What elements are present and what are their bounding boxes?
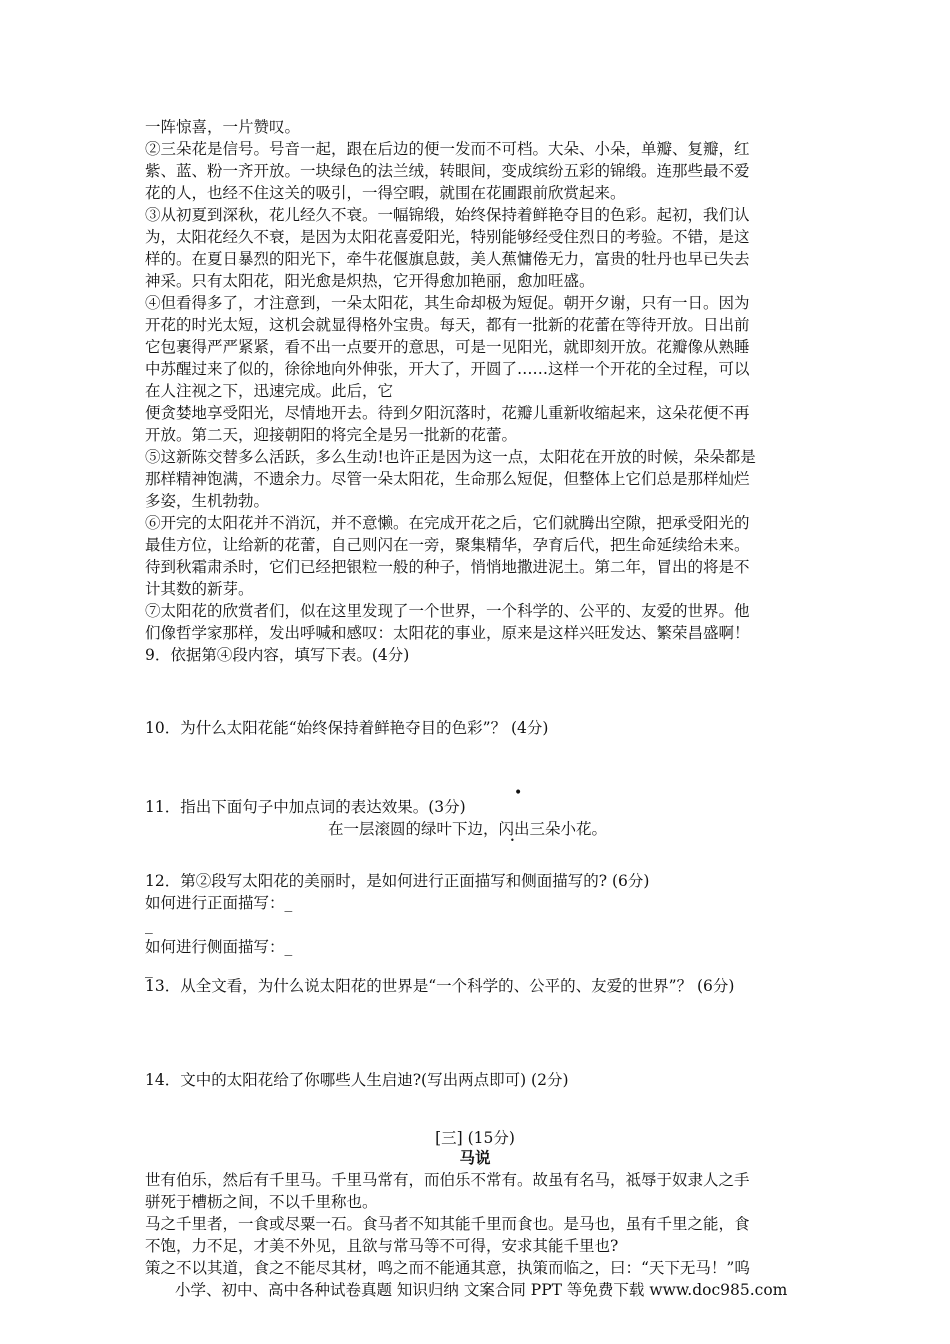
section-3-title: 马说 (459, 1148, 491, 1167)
answer-blank: _ (145, 960, 153, 978)
classical-text-line: 策之不以其道，食之不能尽其材，鸣之而不能通其意，执策而临之，曰：“天下无马！”呜 (145, 1259, 750, 1277)
question-11: 11．指出下面句子中加点词的表达效果。(3分) (145, 798, 466, 816)
answer-blank: _ (145, 916, 153, 934)
question-12: 12．第②段写太阳花的美丽时，是如何进行正面描写和侧面描写的? (6分) (145, 872, 650, 890)
passage-line: 们像哲学家那样，发出呼喊和感叹：太阳花的事业，原来是这样兴旺发达、繁荣昌盛啊！ (145, 624, 750, 642)
passage-line: 便贪婪地享受阳光，尽情地开去。待到夕阳沉落时，花瓣儿重新收缩起来，这朵花便不再 (145, 404, 750, 422)
question-10: 10．为什么太阳花能“始终保持着鲜艳夺目的色彩”？ (4分) (145, 719, 549, 737)
passage-line: ⑥开完的太阳花并不消沉，并不意懒。在完成开花之后，它们就腾出空隙，把承受阳光的 (145, 514, 750, 532)
passage-line: 开放。第二天，迎接朝阳的将完全是另一批新的花蕾。 (145, 426, 518, 444)
question-12-front-prompt: 如何进行正面描写：_ (145, 894, 293, 912)
question-14: 14．文中的太阳花给了你哪些人生启迪?(写出两点即可) (2分) (145, 1071, 569, 1089)
emphasis-dot-icon: • (514, 785, 523, 801)
passage-line: ②三朵花是信号。号音一起，跟在后边的便一发而不可档。大朵、小朵，单瓣、复瓣，红 (145, 140, 750, 158)
passage-line: 开花的时光太短，这机会就显得格外宝贵。每天，都有一批新的花蕾在等待开放。日出前 (145, 316, 750, 334)
passage-line: 中苏醒过来了似的，徐徐地向外伸张，开大了，开圆了……这样一个开花的全过程，可以 (145, 360, 750, 378)
passage-line: 待到秋霜肃杀时，它们已经把银粒一般的种子，悄悄地撒进泥土。第二年，冒出的将是不 (145, 558, 750, 576)
classical-text-line: 世有伯乐，然后有千里马。千里马常有，而伯乐不常有。故虽有名马，祗辱于奴隶人之手 (145, 1171, 750, 1189)
classical-text-line: 不饱，力不足，才美不外见，且欲与常马等不可得，安求其能千里也? (145, 1237, 619, 1255)
passage-line: 在人注视之下，迅速完成。此后，它 (145, 382, 394, 400)
passage-line: 最佳方位，让给新的花蕾，自己则闪在一旁，聚集精华，孕育后代，把生命延续给未来。 (145, 536, 750, 554)
passage-line: ③从初夏到深秋，花儿经久不衰。一幅锦缎，始终保持着鲜艳夺目的色彩。起初，我们认 (145, 206, 750, 224)
question-13: 13．从全文看，为什么说太阳花的世界是“一个科学的、公平的、友爱的世界”？ (6分) (145, 977, 735, 995)
classical-text-line: 骈死于槽枥之间，不以千里称也。 (145, 1193, 378, 1211)
question-12-side-prompt: 如何进行侧面描写：_ (145, 938, 293, 956)
passage-line: 花的人，也经不住这关的吸引，一得空暇，就围在花圃跟前欣赏起来。 (145, 184, 626, 202)
passage-line: 紫、蓝、粉一齐开放。一块绿色的法兰绒，转眼间，变成缤纷五彩的锦缎。连那些最不爱 (145, 162, 750, 180)
emphasis-dot-icon: • (510, 836, 515, 845)
passage-line: 神采。只有太阳花，阳光愈是炽热，它开得愈加艳丽，愈加旺盛。 (145, 272, 595, 290)
passage-line: ④但看得多了，才注意到，一朵太阳花，其生命却极为短促。朝开夕谢，只有一日。因为 (145, 294, 750, 312)
passage-line: 它包裹得严严紧紧，看不出一点要开的意思，可是一见阳光，就即刻开放。花瓣像从熟睡 (145, 338, 750, 356)
question-11-sentence: 在一层滚圆的绿叶下边，闪出三朵小花。 (328, 820, 608, 838)
passage-line: 一阵惊喜，一片赞叹。 (145, 118, 301, 136)
passage-line: 那样精神饱满，不遗余力。尽管一朵太阳花，生命那么短促，但整体上它们总是那样灿烂 (145, 470, 750, 488)
classical-text-line: 马之千里者，一食或尽粟一石。食马者不知其能千里而食也。是马也，虽有千里之能，食 (145, 1215, 750, 1233)
passage-line: 多姿，生机勃勃。 (145, 492, 270, 510)
passage-line: 计其数的新芽。 (145, 580, 254, 598)
passage-line: ⑦太阳花的欣赏者们，似在这里发现了一个世界，一个科学的、公平的、友爱的世界。他 (145, 602, 750, 620)
section-3-heading: [三] (15分) (435, 1129, 515, 1147)
passage-line: ⑤这新陈交替多么活跃，多么生动!也许正是因为这一点，太阳花在开放的时候，朵朵都是 (145, 448, 756, 466)
question-9: 9．依据第④段内容，填写下表。(4分) (145, 646, 410, 664)
footer-note: 小学、初中、高中各种试卷真题 知识归纳 文案合同 PPT 等免费下载 www.doc985.com (175, 1281, 788, 1299)
passage-line: 为，太阳花经久不衰，是因为太阳花喜爱阳光，特别能够经受住烈日的考验。不错，是这 (145, 228, 750, 246)
passage-line: 样的。在夏日暴烈的阳光下，牵牛花偃旗息鼓，美人蕉慵倦无力，富贵的牡丹也早已失去 (145, 250, 750, 268)
